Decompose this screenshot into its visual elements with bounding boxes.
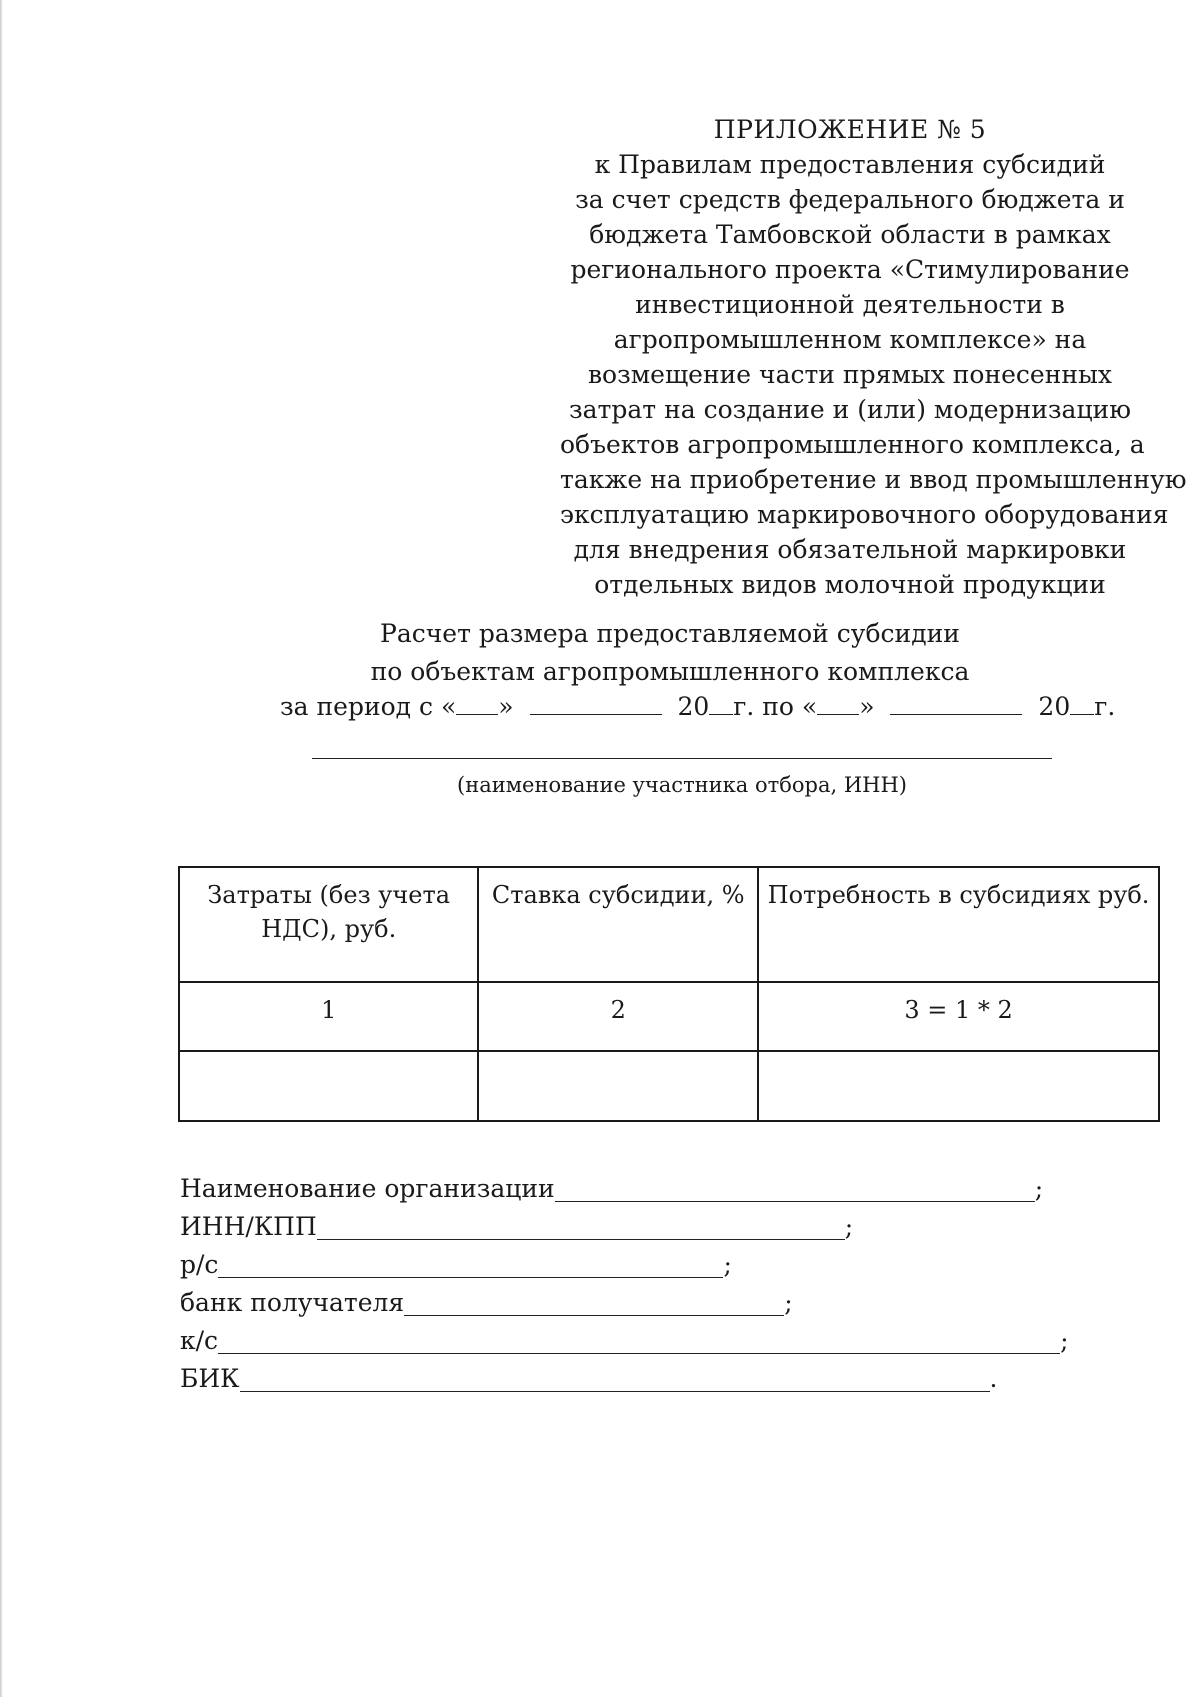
period-year-prefix-1: 20: [677, 692, 710, 721]
period-start-month-field[interactable]: [530, 690, 662, 715]
calculation-line-2: по объектам агропромышленного комплекса: [370, 657, 970, 686]
requisite-organization: [180, 1170, 1120, 1208]
calculation-title: [220, 615, 1120, 691]
requisite-label: р/с: [180, 1250, 219, 1279]
appendix-line: бюджета Тамбовской области в рамках: [589, 220, 1111, 249]
appendix-title: ПРИЛОЖЕНИЕ № 5: [713, 115, 987, 144]
appendix-line: возмещение части прямых понесенных: [587, 360, 1113, 389]
rate-input-cell[interactable]: [478, 1051, 758, 1121]
appendix-line: также на приобретение и ввод промышленную: [560, 465, 1187, 494]
account-field[interactable]: [218, 1249, 723, 1278]
period-start-day-field[interactable]: [456, 690, 498, 715]
requisite-bik: [180, 1360, 1120, 1398]
subsidy-table-grid: [178, 866, 1160, 1122]
header-costs: Затраты (без учета НДС), руб.: [179, 867, 478, 982]
requisites-block: [180, 1170, 1120, 1398]
appendix-line: за счет средств федерального бюджета и: [575, 185, 1125, 214]
period-year-suffix-1: г. по «: [733, 692, 818, 721]
period-quote-2: »: [859, 692, 875, 721]
requisite-label: БИК: [180, 1364, 240, 1393]
calculation-line-1: Расчет размера предоставляемой субсидии: [380, 619, 960, 648]
period-end-year-field[interactable]: [1070, 690, 1094, 715]
subsidy-table: [178, 866, 1160, 1122]
header-rate: Ставка субсидии, %: [478, 867, 758, 982]
bank-field[interactable]: [404, 1287, 784, 1316]
requisite-label: Наименование организации: [180, 1174, 555, 1203]
inn-kpp-field[interactable]: [317, 1211, 845, 1240]
table-row: [179, 1051, 1159, 1121]
requisite-label: к/с: [180, 1326, 219, 1355]
requisite-account: [180, 1246, 1120, 1284]
appendix-line: регионального проекта «Стимулирование: [570, 255, 1130, 284]
period-line: [280, 690, 1130, 724]
requisite-corr-account: [180, 1322, 1120, 1360]
appendix-line: затрат на создание и (или) модернизацию: [569, 395, 1131, 424]
period-year-prefix-2: 20: [1038, 692, 1071, 721]
participant-caption: (наименование участника отбора, ИНН): [457, 773, 907, 797]
period-year-suffix-2: г.: [1094, 692, 1116, 721]
table-header-row: [179, 867, 1159, 982]
period-quote-1: »: [498, 692, 514, 721]
scan-edge: [0, 0, 3, 1697]
requisite-end: ;: [1060, 1326, 1069, 1355]
number-cell-1: 1: [179, 982, 478, 1052]
requisite-end: ;: [723, 1250, 732, 1279]
requisite-end: ;: [784, 1288, 793, 1317]
requisite-inn-kpp: [180, 1208, 1120, 1246]
requisite-label: ИНН/КПП: [180, 1212, 317, 1241]
participant-name-field[interactable]: [312, 758, 1052, 759]
appendix-line: эксплуатацию маркировочного оборудования: [560, 500, 1169, 529]
requisite-bank: [180, 1284, 1120, 1322]
period-end-day-field[interactable]: [817, 690, 859, 715]
organization-name-field[interactable]: [555, 1173, 1035, 1202]
table-number-row: [179, 982, 1159, 1052]
header-need: Потребность в субсидиях руб.: [758, 867, 1159, 982]
number-cell-2: 2: [478, 982, 758, 1052]
appendix-line: инвестиционной деятельности в: [635, 290, 1065, 319]
period-end-month-field[interactable]: [890, 690, 1022, 715]
period-prefix: за период с «: [280, 692, 457, 721]
corr-account-field[interactable]: [218, 1325, 1060, 1354]
appendix-line: для внедрения обязательной маркировки: [573, 535, 1127, 564]
appendix-header: [560, 112, 1187, 602]
requisite-end: .: [989, 1364, 998, 1393]
number-cell-3: 3 = 1 * 2: [758, 982, 1159, 1052]
period-start-year-field[interactable]: [709, 690, 733, 715]
appendix-line: к Правилам предоставления субсидий: [594, 150, 1106, 179]
costs-input-cell[interactable]: [179, 1051, 478, 1121]
need-input-cell[interactable]: [758, 1051, 1159, 1121]
appendix-line: агропромышленном комплексе» на: [613, 325, 1087, 354]
appendix-line: объектов агропромышленного комплекса, а: [560, 430, 1145, 459]
requisite-end: ;: [1034, 1174, 1044, 1203]
bik-field[interactable]: [240, 1363, 990, 1392]
requisite-end: ;: [844, 1212, 854, 1241]
appendix-line: отдельных видов молочной продукции: [594, 570, 1106, 599]
requisite-label: банк получателя: [180, 1288, 405, 1317]
